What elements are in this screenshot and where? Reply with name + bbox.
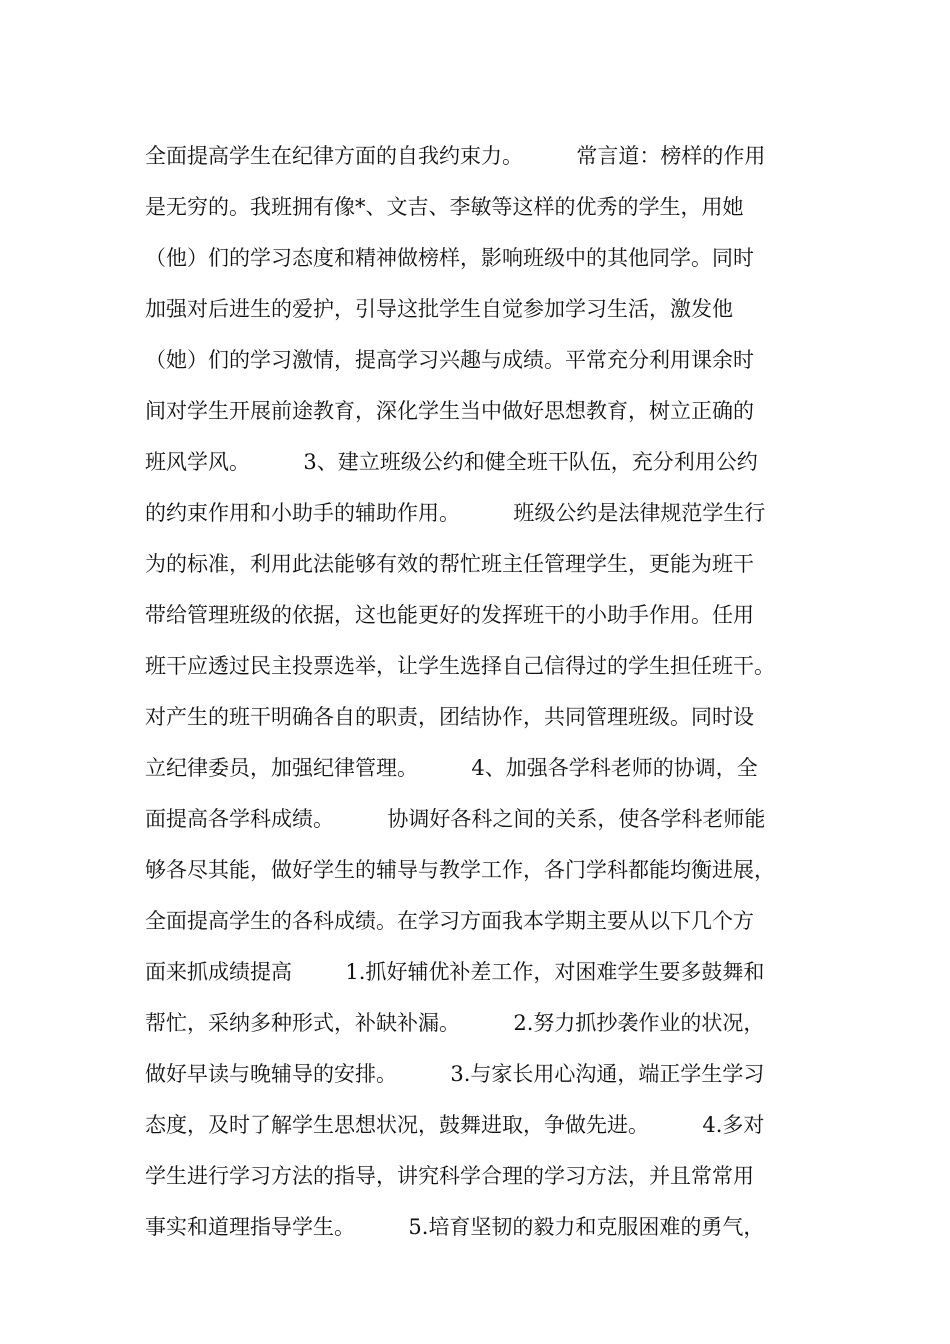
text-line: 帮忙，采纳多种形式，补缺补漏。 2.努力抓抄袭作业的状况， (145, 1011, 765, 1035)
text-line: 够各尽其能，做好学生的辅导与教学工作，各门学科都能均衡进展， (145, 858, 775, 882)
text-line: 面来抓成绩提高 1.抓好辅优补差工作，对困难学生要多鼓舞和 (145, 960, 765, 984)
text-line: 间对学生开展前途教育，深化学生当中做好思想教育，树立正确的 (145, 399, 754, 423)
text-line: （她）们的学习激情，提高学习兴趣与成绩。平常充分利用课余时 (145, 348, 754, 372)
text-line: 班干应透过民主投票选举，让学生选择自己信得过的学生担任班干。 (145, 654, 775, 678)
text-line: 态度，及时了解学生思想状况，鼓舞进取，争做先进。 4.多对 (145, 1113, 765, 1137)
text-line: 面提高各学科成绩。 协调好各科之间的关系，使各学科老师能 (145, 807, 766, 831)
text-line: 的约束作用和小助手的辅助作用。 班级公约是法律规范学生行 (145, 501, 766, 525)
text-line: 对产生的班干明确各自的职责，团结协作，共同管理班级。同时设 (145, 705, 754, 729)
text-line: 全面提高学生在纪律方面的自我约束力。 常言道：榜样的作用 (145, 144, 766, 168)
text-line: 班风学风。 3、建立班级公约和健全班干队伍，充分利用公约 (145, 450, 758, 474)
text-line: 为的标准，利用此法能够有效的帮忙班主任管理学生，更能为班干 (145, 552, 754, 576)
text-line: 学生进行学习方法的指导，讲究科学合理的学习方法，并且常常用 (145, 1164, 754, 1188)
text-line: 加强对后进生的爱护，引导这批学生自觉参加学习生活，激发他 (145, 297, 733, 321)
text-line: 做好早读与晚辅导的安排。 3.与家长用心沟通，端正学生学习 (145, 1062, 765, 1086)
text-line: 立纪律委员，加强纪律管理。 4、加强各学科老师的协调，全 (145, 756, 758, 780)
text-line: （他）们的学习态度和精神做榜样，影响班级中的其他同学。同时 (145, 246, 754, 270)
body-text (145, 131, 825, 1253)
text-line: 事实和道理指导学生。 5.培育坚韧的毅力和克服困难的勇气， (145, 1215, 765, 1239)
text-line: 带给管理班级的依据，这也能更好的发挥班干的小助手作用。任用 (145, 603, 754, 627)
text-line: 是无穷的。我班拥有像*、文吉、李敏等这样的优秀的学生，用她 (145, 195, 744, 219)
text-line: 全面提高学生的各科成绩。在学习方面我本学期主要从以下几个方 (145, 909, 754, 933)
